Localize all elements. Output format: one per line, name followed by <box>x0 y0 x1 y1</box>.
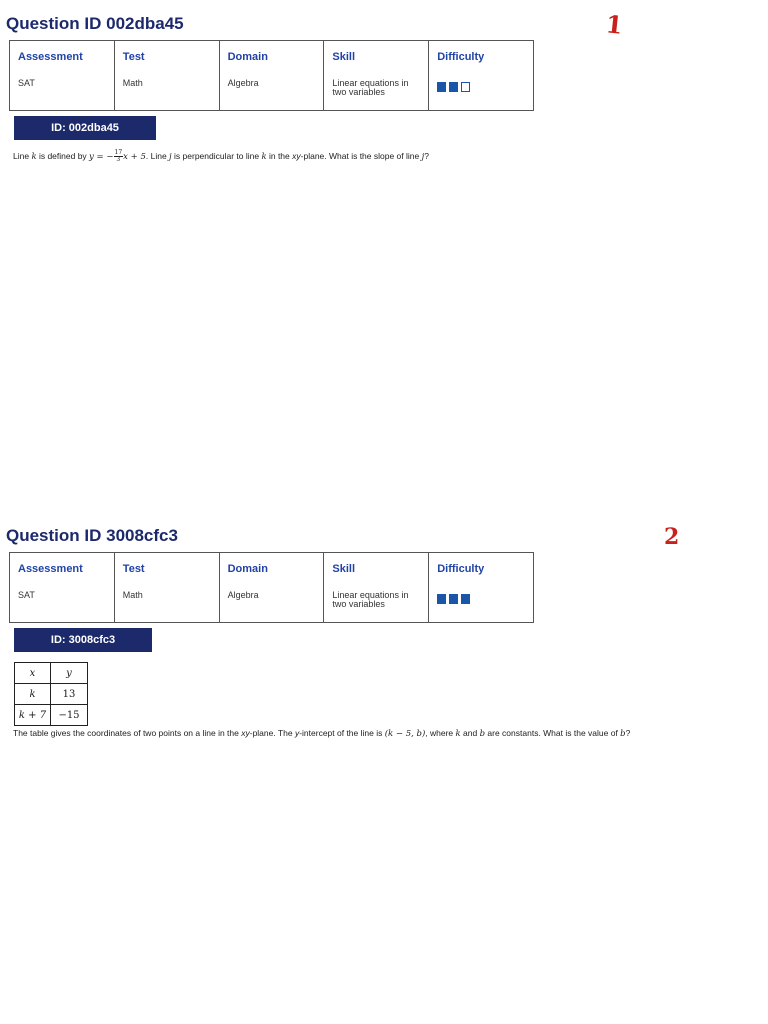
prompt-text: Line <box>13 150 32 161</box>
meta-cell-test <box>114 553 219 623</box>
prompt-text: ? <box>625 728 631 738</box>
meta-value-skill: Linear equations in two variables <box>332 78 409 97</box>
math-var: b <box>479 729 486 739</box>
prompt-text: are constants. What is the value of <box>485 728 621 738</box>
math-var: k <box>455 729 461 739</box>
math-var: k <box>31 151 37 162</box>
id-badge: ID: 3008cfc3 <box>14 628 152 652</box>
prompt-text: The table gives the coordinates of two points on a line in the <box>13 728 242 738</box>
difficulty-indicator <box>437 594 525 604</box>
meta-cell-skill <box>324 41 429 111</box>
coordinate-table <box>14 662 88 726</box>
id-badge: ID: 002dba45 <box>14 116 156 140</box>
meta-header-test: Test <box>122 51 145 63</box>
meta-header-difficulty: Difficulty <box>437 563 485 575</box>
meta-value-test: Math <box>122 78 143 88</box>
meta-cell-difficulty <box>429 553 534 623</box>
prompt-text: -plane. The <box>249 728 295 738</box>
table-cell: −15 <box>51 705 88 726</box>
prompt-text: in the <box>266 150 293 161</box>
meta-header-test: Test <box>122 563 145 575</box>
prompt-text: is perpendicular to line <box>171 150 262 161</box>
question-title: Question ID 002dba45 <box>6 14 184 33</box>
table-row <box>15 684 88 705</box>
question-meta-table <box>9 40 534 111</box>
math-var: j <box>421 151 425 162</box>
meta-cell-domain <box>219 41 324 111</box>
math-fraction <box>114 150 124 163</box>
math-var: b <box>620 729 626 739</box>
question-prompt <box>13 728 630 739</box>
difficulty-box-filled <box>437 594 446 604</box>
meta-cell-domain <box>219 553 324 623</box>
table-cell: k <box>15 684 51 705</box>
math-var: xy <box>292 150 301 161</box>
meta-cell-test <box>114 41 219 111</box>
prompt-text: ? <box>424 150 429 161</box>
difficulty-box-filled <box>437 82 446 92</box>
table-header-x: x <box>15 663 51 684</box>
math-var: y <box>294 728 300 738</box>
prompt-text: and <box>460 728 480 738</box>
table-cell: k + 7 <box>15 705 51 726</box>
math-var: k <box>261 151 267 162</box>
meta-cell-assessment <box>10 553 115 623</box>
difficulty-box-filled <box>461 594 470 604</box>
math-point: (k − 5, b) <box>384 729 426 739</box>
math-var: xy <box>241 728 250 738</box>
math-var: j <box>169 151 172 162</box>
handwritten-question-number: 1 <box>604 9 625 40</box>
question-prompt <box>13 150 429 163</box>
prompt-text: is defined by <box>36 150 90 161</box>
meta-cell-skill <box>324 553 429 623</box>
fraction-numerator: 17 <box>114 149 123 156</box>
meta-header-domain: Domain <box>227 51 268 63</box>
meta-value-assessment: SAT <box>18 590 35 600</box>
difficulty-box-empty <box>461 82 470 92</box>
difficulty-indicator <box>437 82 525 92</box>
handwritten-question-number: 2 <box>664 524 680 550</box>
meta-header-skill: Skill <box>332 563 356 575</box>
meta-header-domain: Domain <box>227 563 268 575</box>
meta-value-domain: Algebra <box>227 78 259 88</box>
meta-header-difficulty: Difficulty <box>437 51 485 63</box>
meta-header-skill: Skill <box>332 51 356 63</box>
meta-header-assessment: Assessment <box>18 563 83 575</box>
math-equation-rhs: x + 5 <box>123 151 146 162</box>
table-row <box>15 705 88 726</box>
meta-header-assessment: Assessment <box>18 51 83 63</box>
meta-value-assessment: SAT <box>18 78 35 88</box>
question-meta-table <box>9 552 534 623</box>
meta-value-skill: Linear equations in two variables <box>332 590 409 609</box>
meta-cell-difficulty <box>429 41 534 111</box>
meta-value-test: Math <box>122 590 143 600</box>
difficulty-box-filled <box>449 82 458 92</box>
meta-value-domain: Algebra <box>227 590 259 600</box>
table-cell: 13 <box>51 684 88 705</box>
prompt-text: . Line <box>145 150 170 161</box>
meta-cell-assessment <box>10 41 115 111</box>
prompt-text: -intercept of the line is <box>299 728 385 738</box>
math-equation-lhs: y = − <box>89 151 114 162</box>
prompt-text: -plane. What is the slope of line <box>300 150 422 161</box>
fraction-denominator: 3 <box>116 156 121 163</box>
question-title: Question ID 3008cfc3 <box>6 526 178 545</box>
prompt-text: , where <box>425 728 456 738</box>
table-header-row <box>15 663 88 684</box>
table-header-y: y <box>51 663 88 684</box>
difficulty-box-filled <box>449 594 458 604</box>
